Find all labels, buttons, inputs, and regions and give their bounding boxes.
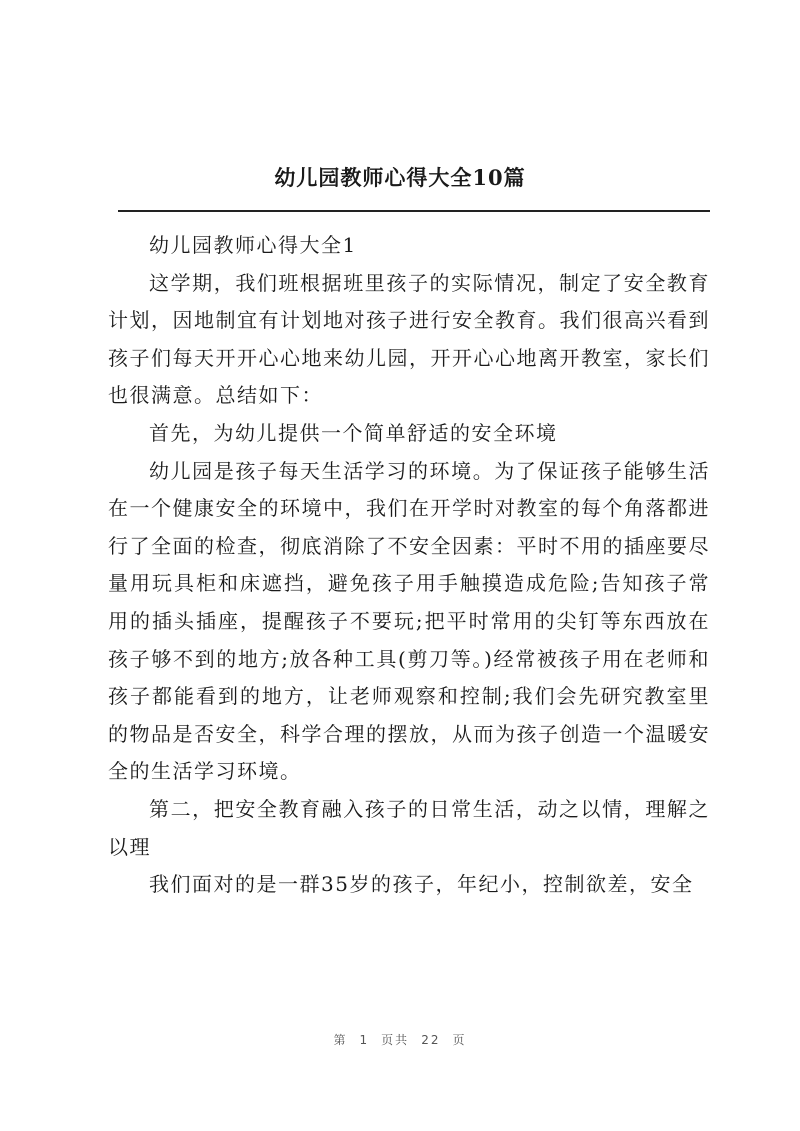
- footer-page-number: 1: [359, 1033, 370, 1047]
- document-body: [108, 227, 710, 904]
- footer-suffix: 页: [452, 1033, 467, 1047]
- footer-middle: 页共: [381, 1033, 410, 1047]
- document-title: 幼儿园教师心得大全10篇: [274, 165, 526, 190]
- paragraph-subheading: 首先，为幼儿提供一个简单舒适的安全环境: [149, 420, 558, 445]
- section-heading: 幼儿园教师心得大全1: [149, 233, 357, 257]
- page-footer: [0, 1031, 800, 1048]
- footer-prefix: 第: [333, 1033, 348, 1047]
- paragraph: 我们面对的是一群35岁的孩子，年纪小，控制欲差，安全: [149, 872, 694, 897]
- footer-total-pages: 22: [421, 1033, 441, 1047]
- paragraph: 幼儿园是孩子每天生活学习的环境。为了保证孩子能够生活在一个健康安全的环境中，我们在开学时对教室的每个角落都进行了全面的检查，彻底消除了不安全因素：平时不用的插座要尽量用玩具柜和床遮挡，避免孩子用手触摸造成危险;告知孩子常用的插头插座，提醒孩子不要玩;把平时常用的尖钉等东西放在孩子够不到的地方;放各种工具(剪刀等。)经常被孩子用在老师和孩子都能看到的地方，让老师观察和控制;我们会先研究教室里的物品是否安全，科学合理的摆放，从而为孩子创造一个温暖安全的生活学习环境。: [108, 458, 710, 784]
- paragraph-subheading: 第二，把安全教育融入孩子的日常生活，动之以情，理解之以理: [108, 796, 710, 859]
- title-underline: [118, 210, 710, 212]
- paragraph: 这学期，我们班根据班里孩子的实际情况，制定了安全教育计划，因地制宜有计划地对孩子进行安全教育。我们很高兴看到孩子们每天开开心心地来幼儿园，开开心心地离开教室，家长们也很满意。总结如下：: [108, 270, 710, 408]
